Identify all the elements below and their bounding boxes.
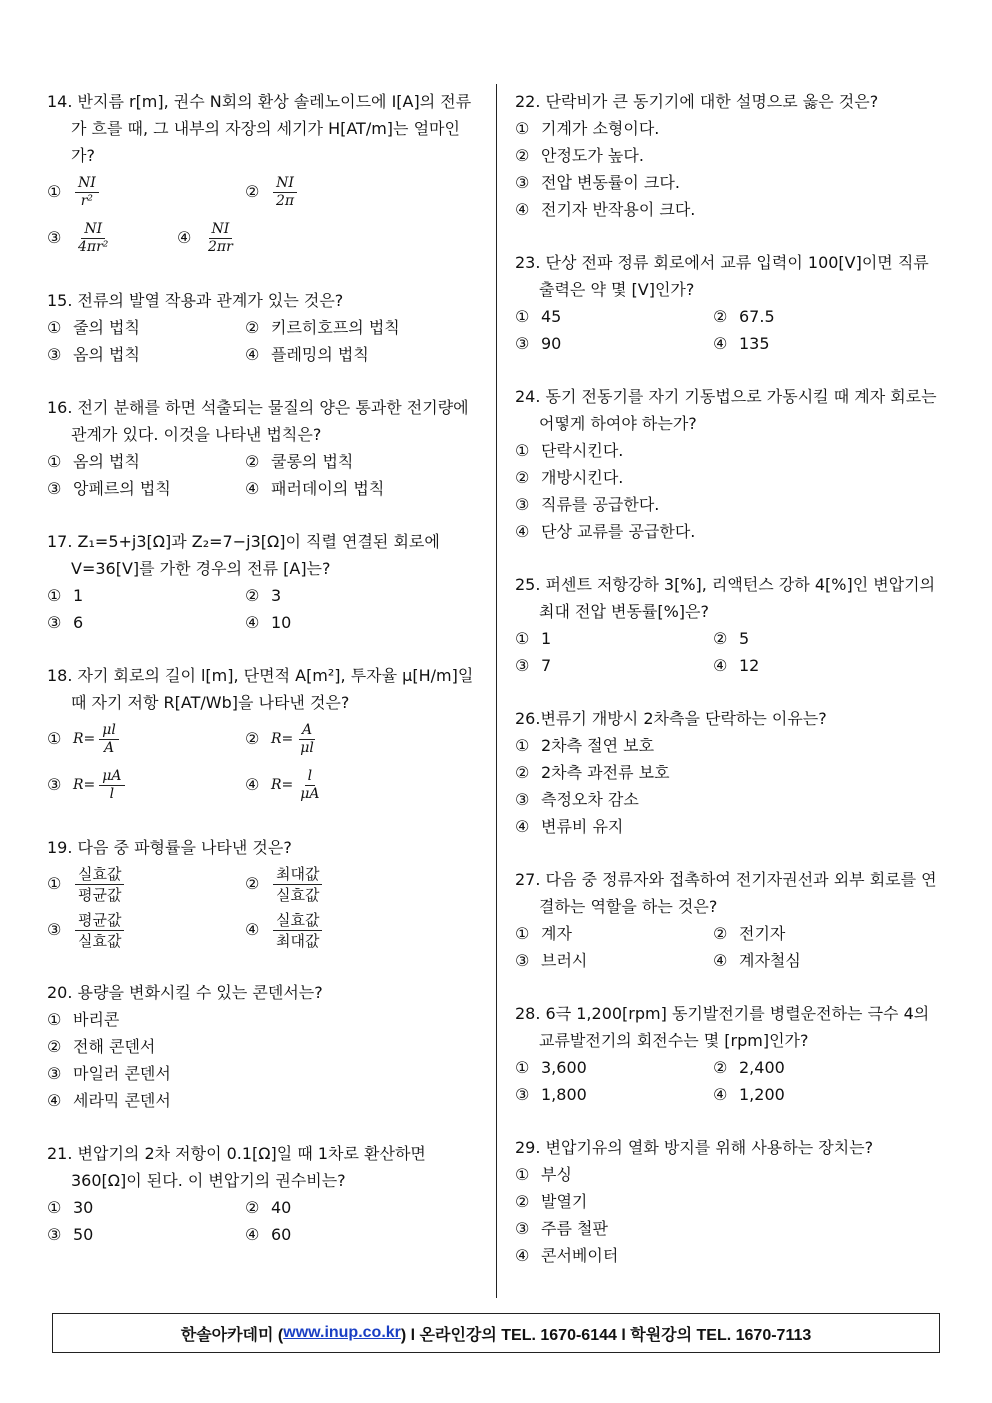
option-1[interactable]: ① 부싱 [515,1165,572,1184]
option-3[interactable]: ③ 측정오차 감소 [515,790,639,809]
option-3[interactable]: ③ 1,800 [515,1085,587,1104]
option-1[interactable]: ① 줄의 법칙 [47,318,140,337]
option-list [515,732,947,840]
option-3[interactable]: ③ 직류를 공급한다. [515,495,660,514]
option-2[interactable]: ② 쿨롱의 법칙 [245,452,354,471]
option-2[interactable]: ② 40 [245,1198,292,1217]
fraction: $\frac{\text{최대값}}{\text{실효값}}$ [273,864,322,905]
option-list [47,1194,479,1248]
question-23 [515,249,947,357]
question-24 [515,383,947,545]
option-1[interactable]: ① 옴의 법칙 [47,452,140,471]
question-26 [515,705,947,840]
footer-banner [52,1313,940,1353]
option-list [47,1006,479,1114]
fraction: $\frac{\mu A}{l}$ [99,768,124,803]
option-list [47,448,479,502]
option-3[interactable]: ③ 90 [515,334,562,353]
footer-contact: ) l 온라인강의 TEL. 1670-6144 l 학원강의 TEL. 1670-7113 [400,1326,812,1344]
option-3[interactable] [47,215,177,261]
question-22 [515,88,947,223]
left-column [47,88,479,1274]
question-stem: 19. 다음 중 파형률을 나타낸 것은? [47,838,292,857]
option-3[interactable]: ③ 마일러 콘덴서 [47,1064,171,1083]
option-4[interactable]: ④ 12 [713,656,760,675]
option-list [47,169,479,261]
option-number: ④ [177,228,192,247]
option-1[interactable]: ① 바리콘 [47,1010,120,1029]
option-1[interactable]: ① 1 [47,586,84,605]
option-1[interactable]: ① $\frac{\text{실효값}}{\text{평균값}}$ [47,861,245,907]
question-29 [515,1134,947,1269]
option-4[interactable]: ④ 단상 교류를 공급한다. [515,522,696,541]
question-stem: 18. 자기 회로의 길이 l[m], 단면적 A[m²], 투자율 μ[H/m]일 때 자기 저항 R[AT/Wb]을 나타낸 것은? [47,666,474,712]
fraction: $\frac{\mu l}{A}$ [99,722,119,757]
question-18 [47,662,479,808]
question-16 [47,394,479,502]
question-stem: 28. 6극 1,200[rpm] 동기발전기를 병렬운전하는 극수 4의 교류발전기의 회전수는 몇 [rpm]인가? [515,1004,930,1050]
option-list [515,1161,947,1269]
option-1[interactable]: ① 계자 [515,924,572,943]
question-20 [47,979,479,1114]
option-list [47,582,479,636]
question-stem: 27. 다음 중 정류자와 접촉하여 전기자권선과 외부 회로를 연결하는 역할을 하는 것은? [515,870,937,916]
option-2[interactable]: ② 5 [713,629,750,648]
option-2[interactable]: ② 2차측 과전류 보호 [515,763,670,782]
option-1[interactable]: ① 3,600 [515,1058,587,1077]
question-21 [47,1140,479,1248]
option-4[interactable]: ④ 1,200 [713,1085,785,1104]
option-2[interactable]: ② 전해 콘덴서 [47,1037,156,1056]
question-28 [515,1000,947,1108]
question-25 [515,571,947,679]
question-19 [47,834,479,953]
option-1[interactable] [47,169,245,215]
column-divider [496,84,497,1298]
option-3[interactable]: ③ 옴의 법칙 [47,345,140,364]
fraction: $\frac{NI}{\text{4πr²}}$ [78,220,109,255]
fraction: $\frac{NI}{\text{r²}}$ [75,175,99,210]
option-3[interactable]: ③ 6 [47,613,84,632]
question-14 [47,88,479,261]
option-3[interactable]: ③ 앙페르의 법칙 [47,479,171,498]
option-2[interactable]: ② 안정도가 높다. [515,146,644,165]
option-2[interactable]: ② 전기자 [713,924,786,943]
question-stem: 26.변류기 개방시 2차측을 단락하는 이유는? [515,709,827,728]
fraction: $\frac{l}{\mu A}$ [300,767,320,802]
question-stem: 29. 변압기유의 열화 방지를 위해 사용하는 장치는? [515,1138,874,1157]
question-stem: 21. 변압기의 2차 저항이 0.1[Ω]일 때 1차로 환산하면 360[Ω]이 된다. 이 변압기의 권수비는? [47,1144,426,1190]
question-stem: 17. Z₁=5+j3[Ω]과 Z₂=7−j3[Ω]이 직렬 연결된 회로에 V=36[V]를 가한 경우의 전류 [A]는? [47,532,440,578]
option-list [47,314,479,368]
fraction: $\frac{NI}{2\pi r}$ [208,220,233,255]
option-list [47,861,479,953]
question-17 [47,528,479,636]
question-stem: 15. 전류의 발열 작용과 관계가 있는 것은? [47,291,344,310]
question-stem: 25. 퍼센트 저항강하 3[%], 리액턴스 강하 4[%]인 변압기의 최대 전압 변동률[%]은? [515,575,936,621]
option-3[interactable]: ③ 7 [515,656,552,675]
option-4[interactable]: ④ R= $\frac{l}{\mu A}$ [245,762,443,808]
option-2[interactable]: ② 2,400 [713,1058,785,1077]
footer-name: 한솔아카데미 ( [180,1326,284,1344]
question-27 [515,866,947,974]
option-1[interactable]: ① 45 [515,307,562,326]
option-list [515,625,947,679]
question-stem: 23. 단상 전파 정류 회로에서 교류 입력이 100[V]이면 직류 출력은 약 몇 [V]인가? [515,253,929,299]
option-3[interactable]: ③ R= $\frac{\mu A}{l}$ [47,762,245,808]
option-list [515,1054,947,1108]
option-list [515,437,947,545]
question-stem: 22. 단락비가 큰 동기기에 대한 설명으로 옳은 것은? [515,92,879,111]
option-4[interactable]: ④ 계자철심 [713,951,801,970]
fraction: $\frac{NI}{2\pi}$ [273,175,297,210]
option-number: ② [245,182,260,201]
option-1[interactable]: ① 단락시킨다. [515,441,624,460]
option-4[interactable]: ④ 전기자 반작용이 크다. [515,200,696,219]
option-4[interactable] [177,215,375,261]
fraction: $\frac{A}{\mu l}$ [300,721,314,756]
option-number: ③ [47,228,62,247]
option-3[interactable]: ③ 50 [47,1225,94,1244]
option-4[interactable]: ④ 콘서베이터 [515,1246,619,1265]
option-3[interactable]: ③ 전압 변동률이 크다. [515,173,680,192]
option-2[interactable]: ② R= $\frac{A}{\mu l}$ [245,716,443,762]
option-2[interactable]: ② 키르히호프의 법칙 [245,318,400,337]
option-1[interactable]: ① 기계가 소형이다. [515,119,660,138]
option-number: ① [47,182,62,201]
option-2[interactable]: ② 3 [245,586,282,605]
option-2[interactable]: ② 발열기 [515,1192,588,1211]
question-15 [47,287,479,368]
option-3[interactable]: ③ $\frac{\text{평균값}}{\text{실효값}}$ [47,907,245,953]
option-2[interactable] [245,169,443,215]
option-4[interactable]: ④ 변류비 유지 [515,817,624,836]
question-stem: 24. 동기 전동기를 자기 기동법으로 가동시킬 때 계자 회로는 어떻게 하여야 하는가? [515,387,937,433]
option-4[interactable]: ④ 10 [245,613,292,632]
option-4[interactable]: ④ $\frac{\text{실효값}}{\text{최대값}}$ [245,907,443,953]
option-list [515,115,947,223]
question-stem: 20. 용량을 변화시킬 수 있는 콘덴서는? [47,983,323,1002]
right-column [515,88,947,1295]
option-list [515,303,947,357]
question-stem: 16. 전기 분해를 하면 석출되는 물질의 양은 통과한 전기량에 관계가 있다. 이것을 나타낸 법칙은? [47,398,469,444]
option-4[interactable]: ④ 세라믹 콘덴서 [47,1091,171,1110]
option-1[interactable]: ① R= $\frac{\mu l}{A}$ [47,716,245,762]
option-3[interactable]: ③ 주름 철판 [515,1219,608,1238]
option-2[interactable]: ② $\frac{\text{최대값}}{\text{실효값}}$ [245,861,443,907]
option-list [47,716,479,808]
option-1[interactable]: ① 2차측 절연 보호 [515,736,655,755]
option-4[interactable]: ④ 60 [245,1225,292,1244]
footer-url-link[interactable]: www.inup.co.kr [283,1324,401,1341]
option-2[interactable]: ② 67.5 [713,307,775,326]
option-4[interactable]: ④ 135 [713,334,770,353]
fraction: $\frac{\text{실효값}}{\text{최대값}}$ [273,910,322,951]
option-list [515,920,947,974]
option-3[interactable]: ③ 브러시 [515,951,588,970]
option-1[interactable]: ① 1 [515,629,552,648]
fraction: $\frac{\text{평균값}}{\text{실효값}}$ [75,910,124,951]
option-4[interactable]: ④ 플레밍의 법칙 [245,345,369,364]
fraction: $\frac{\text{실효값}}{\text{평균값}}$ [75,864,124,905]
option-4[interactable]: ④ 패러데이의 법칙 [245,479,385,498]
option-1[interactable]: ① 30 [47,1198,94,1217]
question-stem: 14. 반지름 r[m], 권수 N회의 환상 솔레노이드에 I[A]의 전류가 흐를 때, 그 내부의 자장의 세기가 H[AT/m]는 얼마인가? [47,92,472,165]
option-2[interactable]: ② 개방시킨다. [515,468,624,487]
